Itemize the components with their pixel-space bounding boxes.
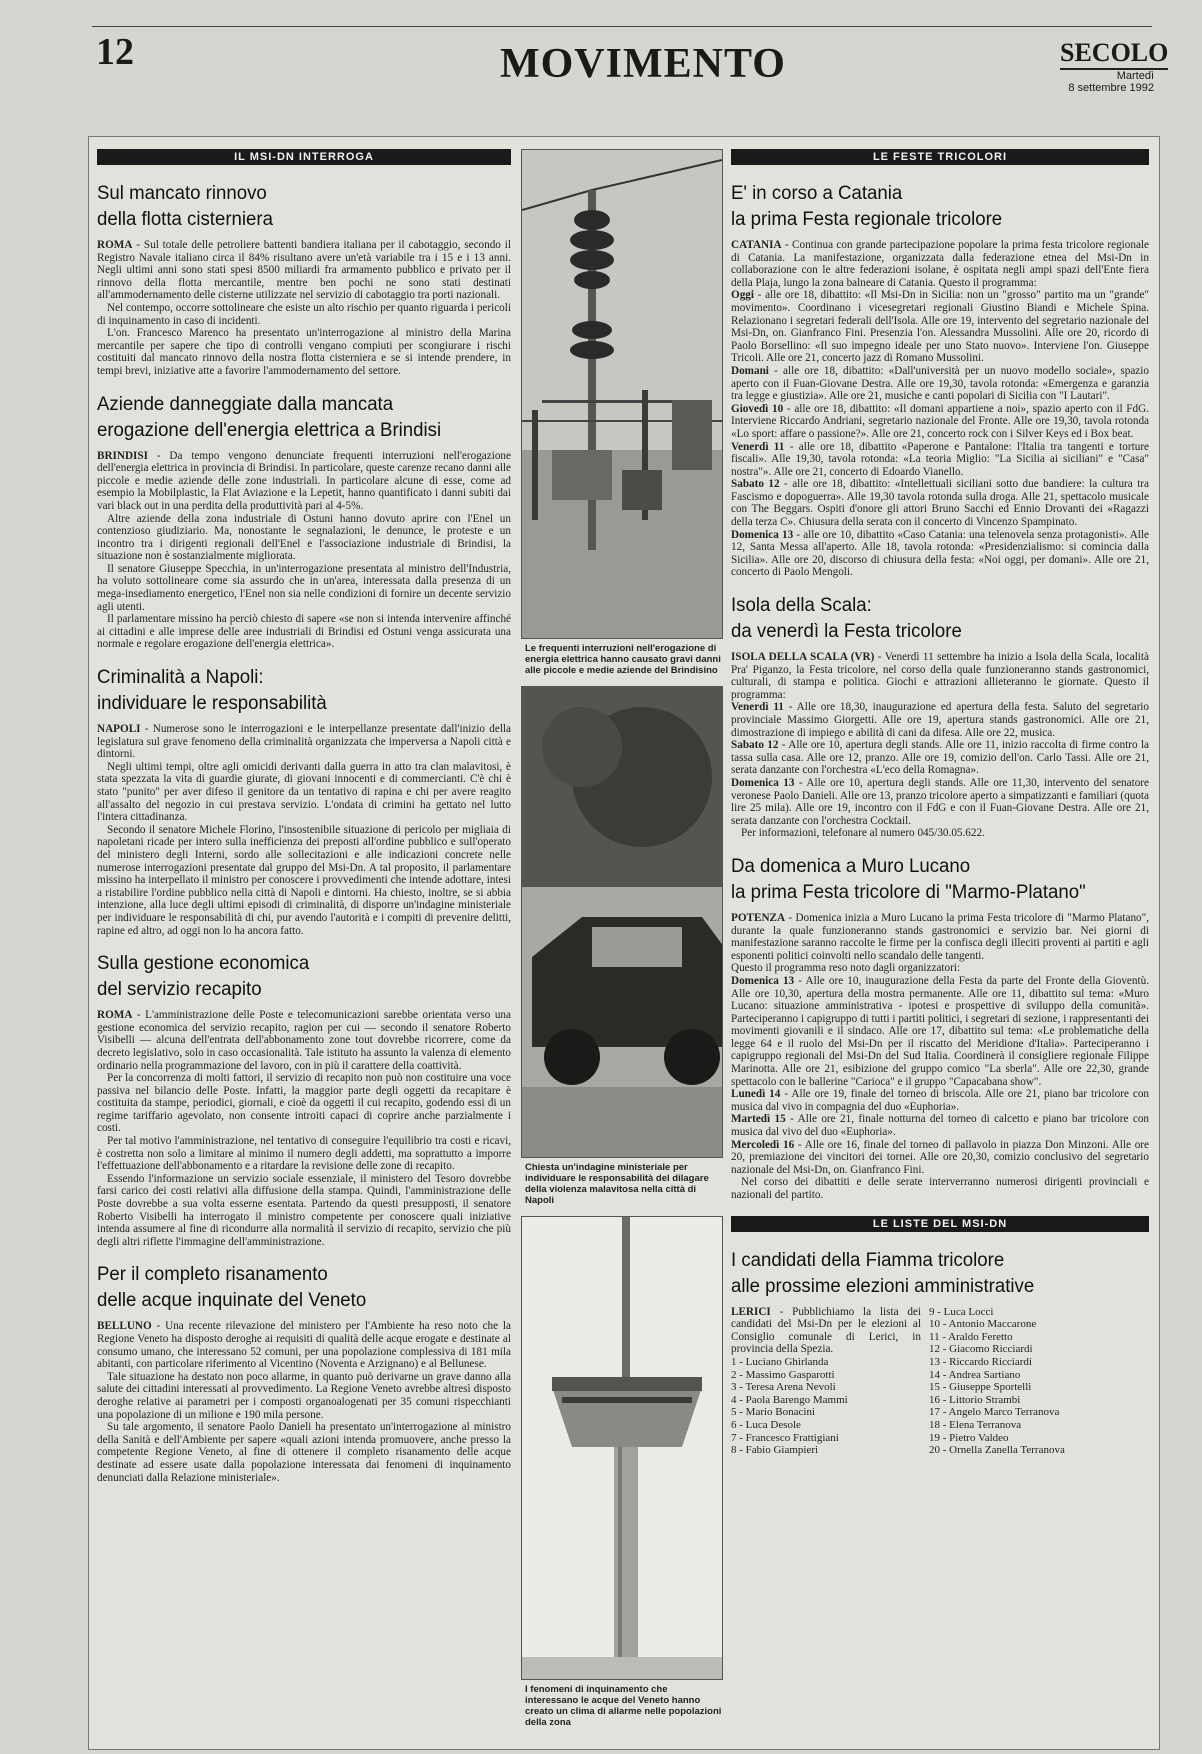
article-headline [731,181,1141,233]
article-headline [97,951,503,1003]
program-day: Domani - alle ore 18, dibattito: «Dall'università per un nuovo modello sociale», spazio aperto con il Fuan-Giovane Destra. Alle ore 19,30, tavola rotonda: «Emergenza e garanzia tra legge e giustizia». Alle ore 21, musiche e canti popolari di Sicilia con "I Lautari". [731,364,1149,403]
page-number: 12 [96,31,134,73]
program-day: Domenica 13 - Alle ore 10, apertura degli stands. Alle ore 11,30, intervento del senatore veronese Paolo Danieli. Alle ore 13, pranzo tricolore aperto a simpatizzanti e familiari (quota lire 25 mila). Alle ore 19, incontro con il FdG e con il Fuan-Giovane Destra. Alle ore 21, serata danzante con l'orchestra Cocktail. [731,776,1149,827]
photo-water-tower [521,1216,723,1680]
list-item: 11 - Araldo Feretto [929,1330,1013,1343]
masthead-day: Martedì [1116,70,1154,82]
program-day-text: Alle ore 10, apertura degli stands. Alle ore 11, inizio raccolta di firme contro la tassa sulla casa. Alle ore 12, pranzo. Alle ore 19, comizio dell'on. Carlo Tassi. Alle ore 21, serata danzante con l'orchestra «L'eco della Romagna». [731,739,1150,777]
paragraph: Su tale argomento, il senatore Paolo Danieli ha presentato un'interrogazione al ministro della Sanità e dell'Ambiente per sapere «quali azioni intenda promuovere, anche presso la competente Regione Veneto, al fine di ottenere il completo risanamento delle acque destinate ad essere usate dalla popolazione interessata dai fenomeni di inquinamento denunciati dalla Relazione ministeriale». [97,1421,511,1484]
list-item: 14 - Andrea Sartiano [929,1368,1021,1381]
list-item: 7 - Francesco Frattigiani [731,1431,839,1444]
program-day: Giovedì 10 - alle ore 18, dibattito: «Il domani appartiene a noi», spazio aperto con il FdG. Interviene Riccardo Andriani, segretario nazionale del Fronte. Alle ore 19,30, tavola rotonda «Lo sport: affare o passione?». Alle ore 21, concerto rock con i Silver Keys ed i Box beat. [731,402,1149,440]
kicker-feste-tricolori: LE FESTE TRICOLORI [731,149,1149,165]
photo-caption-brindisi: Le frequenti interruzioni nell'erogazione di energia elettrica hanno causato gravi danni alle piccole e medie aziende del Brindisino [525,643,721,676]
program-day-text: Alle ore 10, inaugurazione della Festa da parte del Fronte della Gioventù. Alle ore 10,30, apertura della mostra permanente. Alle ore 11, dibattito sul tema: «Muro Lucano: situazione amministrativa - ipotesi e prospettive di sviluppo della comunità». Parteciperanno i capigruppo di tutti i partiti politici, i segretari di sezione, i rappresentanti dei movimenti giovanili e il sindaco. Alle ore 17, dibattito sul tema: «Le problematiche della legge 64 e il ruolo del Msi-Dn per il riscatto del Meridione d'Italia». Parteciperanno i capigruppo regionali del Msi-Dn del Sud Italia. Coordinerà il consigliere regionale Filippe Marinotta. Alle ore 21, esibizione del gruppo comico "La sberla". Alle ore 22,30, grande spettacolo con le ballerine "Carioca" e il gruppo "Capacabana show". [731,974,1149,1088]
program-day-label: Lunedì 14 [731,1088,781,1101]
candidate-list [731,1306,1149,1457]
paragraph: Il parlamentare missino ha perciò chiesto di sapere «se non si intenda intervenire affinché ai cittadini e alle imprese delle aree industriali di Brindisi ed Ostuni venga assicurata una normale e regolare erogazione dell'energia elettrica». [97,613,511,651]
water-tower-image [522,1217,723,1679]
article-headline [731,593,1141,645]
article-napoli [97,665,511,937]
list-item: 12 - Giacomo Ricciardi [929,1343,1033,1356]
paragraph: Continua con grande partecipazione popolare la prima festa tricolore regionale di Catania. La manifestazione, organizzata dalla federazione etnea del Msi-Dn in collaborazione con le altre federazioni isolane, è ospitata negli ampi spazi dell'Ente fiera della Plaja, lungo la zona balneare di Catania. Questo il programma: [731,239,1149,289]
program-day: Domenica 13 - alle ore 10, dibattito «Caso Catania: una telenovela senza protagonisti». Alle 12, Santa Messa all'aperto. Alle 18, tavola rotonda: «Presidenzialismo: si comincia dalla Sicilia». Alle ore 20, discorso di chiusura della festa: «Noi oggi, per domani». Alle ore 21, concerto di Paolo Mengoli. [731,528,1149,579]
program-day: Lunedì 14 - Alle ore 19, finale del torneo di briscola. Alle ore 21, piano bar tricolore con musica dal vivo in compagnia del duo «Euphoria». [731,1088,1150,1113]
headline-line-2: la prima Festa tricolore di "Marmo-Platano" [731,881,1086,903]
article-headline [731,1248,1141,1300]
article-headline [731,854,1141,906]
program-day-text: alle ore 18, dibattito: «Il Msi-Dn in Sicilia: non un "grosso" partito ma un "grande" movimento». Coordinano i vicesegretari regionali Giustino Biandi e Michele Spina. Relazionano i segretari federali dell'Isola. Alle ore 19, intervento del segretario nazionale del Msi-Dn, on. Gianfranco Fini. Presenzia l'on. Alessandra Mussolini. Alle ore 20, ricordo di Paolo Borsellino: «Il suo impegno ideale per uno Stato nuovo». Interviene l'on. Giuseppe Tricoli. Alle ore 21, concerto jazz di Romano Mussolini. [731,289,1149,365]
photo-power-pylon [521,149,723,639]
list-item: 6 - Luca Desole [731,1418,801,1431]
dateline: CATANIA [731,239,782,251]
headline-line-1: I candidati della Fiamma tricolore [731,1249,1005,1271]
headline-line-2: alle prossime elezioni amministrative [731,1275,1035,1297]
headline-line-1: Per il completo risanamento [97,1264,328,1286]
header-rule [92,26,1152,27]
paragraph: Numerose sono le interrogazioni e le interpellanze presentate dall'inizio della legislatura sul grave fenomeno della criminalità organizzata che imperversa a Napoli città e dintorni. [97,723,511,761]
article-body: BRINDISI - Da tempo vengono denunciate frequenti interruzioni nell'erogazione dell'energia elettrica in provincia di Brindisi. In particolare, queste carenze recano danni alle piccole e medie aziende delle zone industriali. In particolare alcune di esse, come ad esempio la Mobilplastic, la Flat Aviazione e la Lepetit, hanno quantificato i danni subiti dai vari black out in una perdita della produttività pari al 4-5%. Altre aziende della zona industriale di Ostuni hanno dovuto aprire con l'Enel un contenzioso giudiziario. Ma, nonostante le segnalazioni, le denunce, le proteste e un incontro tra i dirigenti regionali dell'Enel e l'associazione industriale di Brindisi, la situazione non è sostanzialmente migliorata. Il senatore Giuseppe Specchia, in un'interrogazione presentata al ministro dell'Industria, ha voluto sottolineare come sia assurdo che in un'area, interessata dalla presenza di un mega-insediamento energetico, l'Enel non sia nelle condizioni di fornire un decente servizio agli utenti. Il parlamentare missino ha perciò chiesto di sapere «se non si intenda intervenire affinché ai cittadini e alle imprese delle aree industriali di Brindisi ed Ostuni venga assicurata una normale e regolare erogazione dell'energia elettrica». [97,449,511,651]
kicker-liste-msi: LE LISTE DEL MSI-DN [731,1216,1149,1232]
article-isola-della-scala [731,593,1149,840]
program-day: Venerdì 11 - alle ore 18, dibattito «Paperone e Pantalone: l'Italia tra tangenti e torture fiscali». Alle 19,30, tavola rotonda: «La teoria Miglio: "La Sicilia ai siciliani" e "Casa" nostra"». Alle ore 21, concerto di Edoardo Vianello. [731,440,1150,478]
crime-scene-car-image [522,687,723,1157]
article-liste [731,1216,1149,1457]
masthead-logo: SECOLO [1060,38,1168,70]
program-day-label: Sabato 12 [731,478,780,491]
headline-line-1: E' in corso a Catania [731,183,903,204]
article-body: ROMA - L'amministrazione delle Poste e telecomunicazioni sarebbe orientata verso una gestione economica del servizio recapito, ragion per cui — secondo il senatore Roberto Visibelli — alcuna dell'entrata dell'abbonamento zone tout dovrebbe ricorrere, come da decreto legislativo, solo in caso occasionalità. Tale istituto ha assunto la valenza di elemento ordinario nella programmazione del lavoro, con in più il carattere della coattività. Per la concorrenza di molti fattori, il servizio di recapito non può non costituire una voce passiva nel bilancio delle Poste. Infatti, la maggior parte degli oggetti da recapitare è costituita da stampe, periodici, giornali, e cioè da oggetti il cui recapito, godendo essi di un regime tariffario agevolato, non consente introiti capaci di coprire anche parzialmente i costi. Per tal motivo l'amministrazione, nel tentativo di conseguire l'equilibrio tra costi e ricavi, è costretta non solo a limitare al minimo il numero degli addetti, ma soprattutto a imporre l'effettuazione dell'abbonamento e a ritardare la revisione delle zone di recapito. Essendo l'informazione un servizio sociale essenziale, il ministero del Tesoro dovrebbe farsi carico dei costi relativi alla diffusione della stampa. Quindi, l'amministrazione delle Poste dovrebbe a sua volta esserne esentata. Partendo da questi presupposti, il senatore Roberto Visibelli ha interrogato il ministro competente per conoscere quali iniziative intenda assumere al fine di ricondurre alla normalità il servizio di recapito, servizio che più degli altri riflette l'immagine dell'amministrazione. [97,1009,511,1248]
paragraph: Venerdì 11 settembre ha inizio a Isola della Scala, località Pra' Piganzo, la Festa tricolore, nel corso della quale funzioneranno stands gastronomici, culturali, di stampa e politica. Giochi e attrazioni allieteranno le giornate. Questo il programma: [731,651,1149,701]
dateline: BELLUNO [97,1320,152,1333]
article-recapito [97,951,511,1248]
program-day-label: Sabato 12 [731,739,779,752]
program-day-label: Domani [731,364,769,377]
headline-line-2: individuare le responsabilità [97,693,327,715]
paragraph: Una recente rilevazione del ministero per l'Ambiente ha reso noto che la Regione Veneto ha disposto deroghe ai requisiti di qualità delle acque erogate e destinate al consumo umano, che interessano 52 comuni, per una popolazione complessiva di 181 mila abitanti, con particolare riferimento al Vicentino (Noventa e Arzignano) e al Bellunese. [97,1320,511,1371]
paragraph: Per tal motivo l'amministrazione, nel tentativo di conseguire l'equilibrio tra costi e ricavi, è costretta non solo a limitare al minimo il numero degli addetti, ma soprattutto a imporre l'effettuazione dell'abbonamento e a ritardare la revisione delle zone di recapito. [97,1135,511,1173]
article-headline [97,392,503,444]
list-item: 19 - Pietro Valdeo [929,1431,1009,1444]
article-flotta [97,181,511,378]
program-day: Oggi - alle ore 18, dibattito: «Il Msi-Dn in Sicilia: non un "grosso" partito ma un "grande" movimento». Coordinano i vicesegretari regionali Giustino Biandi e Michele Spina. Relazionano i segretari federali dell'Isola. Alle ore 19, intervento del segretario nazionale del Msi-Dn, on. Gianfranco Fini. Presenzia l'on. Alessandra Mussolini. Alle ore 20, ricordo di Paolo Borsellino: «Il suo impegno ideale per uno Stato nuovo». Interviene l'on. Giuseppe Tricoli. Alle ore 21, concerto jazz di Romano Mussolini. [731,289,1149,365]
paragraph: Altre aziende della zona industriale di Ostuni hanno dovuto aprire con l'Enel un contenzioso giudiziario. Ma, nonostante le segnalazioni, le denunce, le proteste e un incontro tra i dirigenti regionali dell'Enel e l'associazione industriale di Brindisi, la situazione non è sostanzialmente migliorata. [97,512,511,563]
headline-line-2: da venerdì la Festa tricolore [731,621,962,643]
program-day: Venerdì 11 - Alle ore 18,30, inaugurazione ed apertura della festa. Saluto del segretario provinciale Massimo Giorgetti. Alle ore 19, apertura stands gastronomici. Alle ore 21, dimostrazione di impiego e abilità di cani da difesa. Alle ore 22, musica. [731,701,1150,739]
paragraph: Negli ultimi tempi, oltre agli omicidi derivanti dalla guerra in atto tra clan malavitosi, è stata spezzata la vita di guardie giurate, di giovani innocenti e di commercianti. C'è chi è stato "punito" per aver difeso il genitore da un tentativo di rapina e chi per avere reagito all'assalto del negozio in cui prestava servizio. L'ondata di crimini ha gettato nel lutto l'intera cittadinanza. [97,760,511,824]
article-headline [97,1262,503,1314]
program-day-label: Mercoledì 16 [731,1138,795,1151]
program-day-text: Alle ore 10, apertura degli stands. Alle ore 11,30, intervento del senatore veronese Paolo Danieli. Alle ore 13, pranzo tricolore aperto a simpatizzanti e familiari (quota lire 25 mila). Alle ore 19, incontro con il FdG e con il Fuan-Giovane Destra. Alle ore 21, serata danzante con l'orchestra Cocktail. [731,776,1149,827]
article-body: BELLUNO - Una recente rilevazione del ministero per l'Ambiente ha reso noto che la Regione Veneto ha disposto deroghe ai requisiti di qualità delle acque erogate e destinate al consumo umano, che interessano 52 comuni, per una popolazione complessiva di 181 mila abitanti, con particolare riferimento al Vicentino (Noventa e Arzignano) e al Bellunese. Tale situazione ha destato non poco allarme, in quanto può derivarne un grave danno alla salute dei cittadini interessati al provvedimento. La Regione Veneto avrebbe altresì disposto deroghe relative ai parametri per i composti organoalogenati per 35 comuni rispecchianti una popolazione di un milione e 190 mila persone. Su tale argomento, il senatore Paolo Danieli ha presentato un'interrogazione al ministro della Sanità e dell'Ambiente per sapere «quali azioni intenda promuovere, anche presso la competente Regione Veneto, al fine di ottenere il completo risanamento delle acque destinate ad essere usate dalla popolazione interessata dai fenomeni di inquinamento denunciati dalla Relazione ministeriale». [97,1320,511,1484]
program-day-label: Martedì 15 [731,1113,786,1126]
program-day-label: Domenica 13 [731,528,794,541]
dateline: BRINDISI [97,449,148,462]
program-day-text: Alle ore 16, finale del torneo di pallavolo in piazza Don Minzoni. Alle ore 20, premiazione dei vincitori dei tornei. Alle ore 20,30, comizio conclusivo del segretario nazionale del Msi-Dn, on. Gianfranco Fini. [731,1138,1149,1176]
program-day: Mercoledì 16 - Alle ore 16, finale del torneo di pallavolo in piazza Don Minzoni. Alle ore 20, premiazione dei vincitori dei tornei. Alle ore 20,30, comizio conclusivo del segretario nazionale del Msi-Dn, on. Gianfranco Fini. [731,1138,1149,1176]
article-body: ROMA - Sul totale delle petroliere battenti bandiera italiana per il cabotaggio, secondo il Registro Navale italiano circa il 84% risultano avere un'età variabile tra i 15 e i 13 anni. Negli ultimi anni sono stati spesi 8500 miliardi fra armamento pubblico e privato per il rinnovo della flotta mercantile, mentre ben pochi ne sono stati destinati all'ammodernamento delle cisterne utilizzate nel servizio di cabotaggio tra porti nazionali. Nel contempo, occorre sottolineare che esiste un alto rischio per quanto riguarda i pericoli di inquinamento in caso di incidenti. L'on. Francesco Marenco ha presentato un'interrogazione al ministro della Marina mercantile per sapere che tipo di controlli vengano compiuti per scongiurare i rischi costituiti dal mancato rinnovo della nostra flotta cisterniera e se si intende prendere, in tempi brevi, iniziative atte a favorire l'ammodernamento del settore. [97,239,511,377]
candidate-list-left: LERICI - Pubblichiamo la lista dei candidati del Msi-Dn per le elezioni al Consiglio comunale di Lerici, in provincia della Spezia. 1 - Luciano Ghirlanda 2 - Massimo Gasparotti 3 - Teresa Arena Nevoli 4 - Paola Barengo Mammi 5 - Mario Bonacini 6 - Luca Desole 7 - Francesco Frattigiani 8 - Fabio Giampieri [731,1305,921,1457]
dateline: NAPOLI [97,723,141,736]
article-veneto [97,1262,511,1484]
page-frame [88,136,1160,1750]
paragraph: Pubblichiamo la lista dei candidati del Msi-Dn per le elezioni al Consiglio comunale di Lerici, in provincia della Spezia. [731,1305,921,1356]
list-item: 4 - Paola Barengo Mammi [731,1393,848,1406]
list-item: 13 - Riccardo Ricciardi [929,1355,1032,1368]
headline-line-1: Aziende danneggiate dalla mancata [97,393,394,415]
headline-line-1: Isola della Scala: [731,595,872,617]
program-day-text: alle ore 10, dibattito «Caso Catania: una telenovela senza protagonisti». Alle 12, Santa Messa all'aperto. Alle 18, tavola rotonda: «Presidenzialismo: si comincia dalla Sicilia». Alle ore 20, discorso di chiusura della festa: «Noi oggi, per domani». Alle ore 21, concerto di Paolo Mengoli. [731,528,1149,579]
list-item: 2 - Massimo Gasparotti [731,1368,835,1381]
photo-caption-napoli: Chiesta un'indagine ministeriale per individuare le responsabilità del dilagare della violenza malavitosa nella città di Napoli [525,1162,709,1206]
left-column [97,149,511,1498]
paragraph: Da tempo vengono denunciate frequenti interruzioni nell'erogazione dell'energia elettrica in provincia di Brindisi. In particolare, queste carenze recano danni alle piccole e medie aziende delle zone industriali. In particolare alcune di esse, come ad esempio la Mobilplastic, la Flat Aviazione e la Lepetit, hanno quantificato i danni subiti dai vari black out in una perdita della produttività pari al 4-5%. [97,449,511,512]
section-title: MOVIMENTO [500,41,786,87]
dateline: POTENZA [731,911,786,924]
article-body: POTENZA - Domenica inizia a Muro Lucano la prima Festa tricolore di "Marmo Platano", durante la quale funzioneranno stands gastronomici e servizio bar. Nei giorni di manifestazione saranno raccolte le firme per la confisca degli illeciti proventi ai partiti e agli esponenti politici coinvolti nello scandalo delle tangenti. Questo il programma reso noto dagli organizzatori: Domenica 13 - Alle ore 10, inaugurazione della Festa da parte del Fronte della Gioventù. Alle ore 10,30, apertura della mostra permanente. Alle ore 11, dibattito sul tema: «Muro Lucano: situazione amministrativa - ipotesi e prospettive di sviluppo della comunità». Parteciperanno i capigruppo di tutti i partiti politici, i segretari di sezione, i rappresentanti dei movimenti giovanili e il sindaco. Alle ore 17, dibattito sul tema: «Le problematiche della legge 64 e il ruolo del Msi-Dn per il riscatto del Meridione d'Italia». Parteciperanno i capigruppo regionali del Msi-Dn del Sud Italia. Coordinerà il consigliere regionale Filippe Marinotta. Alle ore 21, esibizione del gruppo comico "La sberla". Alle ore 22,30, grande spettacolo con le ballerine "Carioca" e il gruppo "Capacabana show". Lunedì 14 - Alle ore 19, finale del torneo di briscola. Alle ore 21, piano bar tricolore con musica dal vivo in compagnia del duo «Euphoria». Martedì 15 - Alle ore 21, finale notturna del torneo di calcetto e piano bar tricolore con musica dal vivo del duo «Euphoria». Mercoledì 16 - Alle ore 16, finale del torneo di pallavolo in piazza Don Minzoni. Alle ore 20, premiazione dei vincitori dei tornei. Alle ore 20,30, comizio conclusivo del segretario nazionale del Msi-Dn, on. Gianfranco Fini. Nel corso dei dibattiti e delle serate interverranno numerosi dirigenti provinciali e nazionali del partito. [731,911,1150,1201]
headline-line-2: erogazione dell'energia elettrica a Brindisi [97,419,442,441]
headline-line-1: Sul mancato rinnovo [97,183,267,204]
program-day: Domenica 13 - Alle ore 10, inaugurazione della Festa da parte del Fronte della Gioventù. Alle ore 10,30, apertura della mostra permanente. Alle ore 11, dibattito sul tema: «Muro Lucano: situazione amministrativa - ipotesi e prospettive di sviluppo della comunità». Parteciperanno i capigruppo di tutti i partiti politici, i segretari di sezione, i rappresentanti dei movimenti giovanili e il sindaco. Alle ore 17, dibattito sul tema: «Le problematiche della legge 64 e il ruolo del Msi-Dn per il riscatto del Meridione d'Italia». Parteciperanno i capigruppo regionali del Msi-Dn del Sud Italia. Coordinerà il consigliere regionale Filippe Marinotta. Alle ore 21, esibizione del gruppo comico "La sberla". Alle ore 22,30, grande spettacolo con le ballerine "Carioca" e il gruppo "Capacabana show". [731,974,1149,1088]
program-day-label: Venerdì 11 [731,701,784,714]
paragraph: Il senatore Giuseppe Specchia, in un'interrogazione presentata al ministro dell'Industria, ha voluto sottolineare come sia assurdo che in un'area, interessata dalla presenza di un mega-insediamento energetico, l'Enel non sia nelle condizioni di fornire un decente servizio agli utenti. [97,562,511,613]
paragraph: Domenica inizia a Muro Lucano la prima Festa tricolore di "Marmo Platano", durante la quale funzioneranno stands gastronomici e servizio bar. Nei giorni di manifestazione saranno raccolte le firme per la confisca degli illeciti proventi ai partiti e agli esponenti politici coinvolti nello scandalo delle tangenti. [731,911,1149,962]
program-day-text: Alle ore 19, finale del torneo di briscola. Alle ore 21, piano bar tricolore con musica dal vivo in compagnia del duo «Euphoria». [731,1088,1150,1113]
article-catania [731,181,1149,579]
paragraph: Sul totale delle petroliere battenti bandiera italiana per il cabotaggio, secondo il Registro Navale italiano circa il 84% risultano avere un'età variabile tra i 15 e i 13 anni. Negli ultimi anni sono stati spesi 8500 miliardi fra armamento pubblico e privato per il rinnovo della flotta mercantile, mentre ben pochi ne sono stati destinati all'ammodernamento delle cisterne utilizzate nel servizio di cabotaggio tra porti nazionali. [97,239,511,302]
photo-napoli-car [521,686,723,1158]
dateline: ISOLA DELLA SCALA (VR) [731,651,875,664]
list-item: 18 - Elena Terranova [929,1418,1022,1431]
info-line: Per informazioni, telefonare al numero 045/30.05.622. [741,827,985,840]
article-muro-lucano [731,854,1149,1202]
list-item: 15 - Giuseppe Sportelli [929,1381,1032,1394]
program-day-text: alle ore 18, dibattito: «Il domani appartiene a noi», spazio aperto con il FdG. Interviene Riccardo Andriani, segretario nazionale del Fronte. Alle ore 19,30, tavola rotonda «Lo sport: affare o passione?». Alle ore 21, concerto rock con i Silver Keys ed i Box beat. [731,402,1149,440]
list-item: 3 - Teresa Arena Nevoli [731,1381,836,1394]
list-item: 17 - Angelo Marco Terranova [929,1406,1060,1419]
program-day-text: Alle ore 18,30, inaugurazione ed apertura della festa. Saluto del segretario provinciale Massimo Giorgetti. Alle ore 19, apertura stands gastronomici. Alle ore 21, dimostrazione di impiego e abilità di cani da difesa. Alle ore 22, musica. [731,701,1150,739]
program-day-text: Alle ore 21, finale notturna del torneo di calcetto e piano bar tricolore con musica dal vivo del duo «Euphoria». [731,1113,1150,1139]
article-body: NAPOLI - Numerose sono le interrogazioni e le interpellanze presentate dall'inizio della legislatura sul grave fenomeno della criminalità organizzata che imperversa a Napoli città e dintorni. Negli ultimi tempi, oltre agli omicidi derivanti dalla guerra in atto tra clan malavitosi, è stata spezzata la vita di guardie giurate, di giovani innocenti e di commercianti. C'è chi è stato "punito" per aver difeso il genitore da un tentativo di rapina e chi per avere reagito all'assalto del negozio in cui prestava servizio. L'ondata di crimini ha gettato nel lutto l'intera cittadinanza. Secondo il senatore Michele Florino, l'insostenibile situazione di pericolo per migliaia di napoletani ricade per intero sulla inefficienza dei preposti all'ordine pubblico e sull'operato del ministero degli Interni, sordo alle sollecitazioni e alle indicazioni concrete nelle numerose interrogazioni presentate dal gruppo del Msi-Dn. A tal proposito, il parlamentare missino ha interpellato il ministro per conoscere i provvedimenti che intende adottare, intesi a ristabilire l'ordine pubblico nella città di Napoli e dintorni. Ha chiesto, inoltre, se si abbia intenzione, alla luce degli ultimi episodi di criminalità, di disporre un'indagine ministeriale per individuare le responsabilità di chi, pur avendo l'autorità e i compiti di prevenire delitti, rapine ed altro, ad oggi non lo ha ancora fatto. [97,723,511,937]
dateline: LERICI [731,1305,771,1318]
list-item: 1 - Luciano Ghirlanda [731,1355,829,1368]
program-day-text: alle ore 18, dibattito: «Dall'università per un nuovo modello sociale», spazio aperto con il Fuan-Giovane Destra. Alle ore 19,30, tavola rotonda: «Emergenza e garanzia tra legge e giustizia». Alle ore 21, musiche e canti popolari di Sicilia con "I Lautari". [731,364,1149,403]
article-headline [97,665,503,717]
masthead [1060,38,1169,94]
right-column [731,149,1149,1471]
article-brindisi [97,392,511,652]
list-item: 16 - Littorio Strambi [929,1393,1021,1406]
photo-caption-veneto: I fenomeni di inquinamento che interessano le acque del Veneto hanno creato un clima di allarme nelle popolazioni della zona [525,1684,722,1728]
paragraph: Nel contempo, occorre sottolineare che esiste un alto rischio per quanto riguarda i pericoli di inquinamento in caso di incidenti. [97,301,511,327]
kicker-msi-interroga: IL MSI-DN INTERROGA [97,149,511,165]
headline-line-1: Sulla gestione economica [97,953,310,975]
program-day-text: alle ore 18, dibattito «Paperone e Pantalone: l'Italia tra tangenti e torture fiscali». Alle 19,30, tavola rotonda: «La teoria Miglio: "La Sicilia ai siciliani" e "Casa" nostra"». Alle ore 21, concerto di Edoardo Vianello. [731,440,1150,478]
paragraph: Per la concorrenza di molti fattori, il servizio di recapito non può non costituire una voce passiva nel bilancio delle Poste. Infatti, la maggior parte degli oggetti da recapitare è costituita da stampe, periodici, giornali, e cioè da oggetti il cui recapito, godendo essi di un regime tariffario agevolato, non consente introiti capaci di coprire anche parzialmente i costi. [97,1072,511,1135]
program-day: Sabato 12 - Alle ore 10, apertura degli stands. Alle ore 11, inizio raccolta di firme contro la tassa sulla casa. Alle ore 12, pranzo. Alle ore 19, comizio dell'on. Carlo Tassi. Alle ore 21, serata danzante con l'orchestra «L'eco della Romagna». [731,739,1150,777]
dateline: ROMA [97,239,133,251]
list-item: 9 - Luca Locci [929,1305,994,1318]
list-item: 8 - Fabio Giampieri [731,1444,819,1457]
candidate-names-right [929,1306,1139,1457]
paragraph: L'on. Francesco Marenco ha presentato un'interrogazione al ministro della Marina mercantile per sapere che tipo di controlli vengano compiuti per scongiurare i rischi costituiti dal mancato rinnovo della nostra flotta cisterniera e se si intende prendere, in tempi brevi, iniziative atte a favorire l'ammodernamento del settore. [97,327,511,377]
photo-column [521,149,723,1738]
headline-line-2: la prima Festa regionale tricolore [731,209,1003,230]
article-headline [97,181,503,233]
program-day: Sabato 12 - alle ore 18, dibattito: «Intellettuali siciliani sotto due bandiere: la cultura tra Fascismo e dopoguerra». Alle 19,30 tavola rotonda sulla droga. Alle 21, spettacolo musicale con The Beggars. Ospiti d'onore gli attori Bruno Sacchi ed Ennio Drovanti dei «Ragazzi della terza C». Chiusura della serata con il concerto di Vincenzo Spampinato. [731,478,1150,529]
candidate-list-right [929,1306,1139,1457]
program-day-label: Domenica 13 [731,974,795,987]
program-day: Martedì 15 - Alle ore 21, finale notturna del torneo di calcetto e piano bar tricolore con musica dal vivo del duo «Euphoria». [731,1113,1150,1139]
paragraph: L'amministrazione delle Poste e telecomunicazioni sarebbe orientata verso una gestione economica del servizio recapito, ragion per cui — secondo il senatore Roberto Visibelli — alcuna dell'entrata dell'abbonamento zone tout dovrebbe ricorrere, come da decreto legislativo, solo in caso occasionalità. Tale istituto ha assunto la valenza di elemento ordinario nella programmazione del lavoro, con in più il carattere della coattività. [97,1009,511,1072]
masthead-date: 8 settembre 1992 [1068,82,1154,94]
headline-line-2: delle acque inquinate del Veneto [97,1290,367,1312]
paragraph: Essendo l'informazione un servizio sociale essenziale, il ministero del Tesoro dovrebbe farsi carico dei costi relativi alla diffusione della stampa. Quindi, l'amministrazione delle Poste dovrebbe a sua volta esserne esentata. Partendo da questi presupposti, il senatore Roberto Visibelli ha interrogato il ministro competente per conoscere quali iniziative intenda assumere al fine di ricondurre alla normalità il servizio di recapito, servizio che più degli altri riflette l'immagine dell'amministrazione. [97,1172,511,1248]
paragraph: Tale situazione ha destato non poco allarme, in quanto può derivarne un grave danno alla salute dei cittadini interessati al provvedimento. La Regione Veneto avrebbe altresì disposto deroghe relative ai parametri per i composti organoalogenati per 35 comuni rispecchianti una popolazione di un milione e 190 mila persone. [97,1370,511,1421]
paragraph: Nel corso dei dibattiti e delle serate interverranno numerosi dirigenti provinciali e nazionali del partito. [731,1176,1149,1201]
list-item: 5 - Mario Bonacini [731,1406,816,1419]
list-item: 10 - Antonio Maccarone [929,1318,1037,1331]
program-day-label: Venerdì 11 [731,440,785,453]
headline-line-1: Da domenica a Muro Lucano [731,855,971,877]
program-day-label: Domenica 13 [731,776,795,789]
candidate-names-left [731,1356,921,1457]
headline-line-1: Criminalità a Napoli: [97,667,264,689]
program-day-label: Oggi [731,289,754,302]
headline-line-2: del servizio recapito [97,979,262,1001]
paragraph: Secondo il senatore Michele Florino, l'insostenibile situazione di pericolo per migliaia di napoletani ricade per intero sulla inefficienza dei preposti all'ordine pubblico e sull'operato del ministero degli Interni, sordo alle sollecitazioni e alle indicazioni concrete nelle numerose interrogazioni presentate dal gruppo del Msi-Dn. A tal proposito, il parlamentare missino ha interpellato il ministro per conoscere i provvedimenti che intende adottare, intesi a ristabilire l'ordine pubblico nella città di Napoli e dintorni. Ha chiesto, inoltre, se si abbia intenzione, alla luce degli ultimi episodi di criminalità, di disporre un'indagine ministeriale per individuare le responsabilità di chi, pur avendo l'autorità e i compiti di prevenire delitti, rapine ed altro, ad oggi non lo ha ancora fatto. [97,823,511,937]
article-body: ISOLA DELLA SCALA (VR) - Venerdì 11 settembre ha inizio a Isola della Scala, località Pra' Piganzo, la Festa tricolore, nel corso della quale funzioneranno stands gastronomici, culturali, di stampa e politica. Giochi e attrazioni allieteranno le giornate. Questo il programma: Venerdì 11 - Alle ore 18,30, inaugurazione ed apertura della festa. Saluto del segretario provinciale Massimo Giorgetti. Alle ore 19, apertura stands gastronomici. Alle ore 21, dimostrazione di impiego e abilità di cani da difesa. Alle ore 22, musica. Sabato 12 - Alle ore 10, apertura degli stands. Alle ore 11, inizio raccolta di firme contro la tassa sulla casa. Alle ore 12, pranzo. Alle ore 19, comizio dell'on. Carlo Tassi. Alle ore 21, serata danzante con l'orchestra «L'eco della Romagna». Domenica 13 - Alle ore 10, apertura degli stands. Alle ore 11,30, intervento del senatore veronese Paolo Danieli. Alle ore 13, pranzo tricolore aperto a simpatizzanti e familiari (quota lire 25 mila). Alle ore 19, incontro con il FdG e con il Fuan-Giovane Destra. Alle ore 21, serata danzante con l'orchestra Cocktail. Per informazioni, telefonare al numero 045/30.05.622. [731,651,1150,840]
power-pylon-image [522,150,723,638]
article-body: CATANIA - Continua con grande partecipazione popolare la prima festa tricolore regionale di Catania. La manifestazione, organizzata dalla federazione etnea del Msi-Dn in collaborazione con le altre federazioni isolane, è ospitata negli ampi spazi dell'Ente fiera della Plaja, lungo la zona balneare di Catania. Questo il programma: Oggi - alle ore 18, dibattito: «Il Msi-Dn in Sicilia: non un "grosso" partito ma un "grande" movimento». Coordinano i vicesegretari regionali Giustino Biandi e Michele Spina. Relazionano i segretari federali dell'Isola. Alle ore 19, intervento del segretario nazionale del Msi-Dn, on. Gianfranco Fini. Presenzia l'on. Alessandra Mussolini. Alle ore 20, ricordo di Paolo Borsellino: «Il suo impegno ideale per uno Stato nuovo». Interviene l'on. Giuseppe Tricoli. Alle ore 21, concerto jazz di Romano Mussolini. Domani - alle ore 18, dibattito: «Dall'università per un nuovo modello sociale», spazio aperto con il Fuan-Giovane Destra. Alle ore 19,30, tavola rotonda: «Emergenza e garanzia tra legge e giustizia». Alle ore 21, musiche e canti popolari di Sicilia con "I Lautari". Giovedì 10 - alle ore 18, dibattito: «Il domani appartiene a noi», spazio aperto con il FdG. Interviene Riccardo Andriani, segretario nazionale del Fronte. Alle ore 19,30, tavola rotonda «Lo sport: affare o passione?». Alle ore 21, concerto rock con i Silver Keys ed i Box beat. Venerdì 11 - alle ore 18, dibattito «Paperone e Pantalone: l'Italia tra tangenti e torture fiscali». Alle 19,30, tavola rotonda: «La teoria Miglio: "La Sicilia ai siciliani" e "Casa" nostra"». Alle ore 21, concerto di Edoardo Vianello. Sabato 12 - alle ore 18, dibattito: «Intellettuali siciliani sotto due bandiere: la cultura tra Fascismo e dopoguerra». Alle 19,30 tavola rotonda sulla droga. Alle 21, spettacolo musicale con The Beggars. Ospiti d'onore gli attori Bruno Sacchi ed Ennio Drovanti dei «Ragazzi della terza C». Chiusura della serata con il concerto di Vincenzo Spampinato. Domenica 13 - alle ore 10, dibattito «Caso Catania: una telenovela senza protagonisti». Alle 12, Santa Messa all'aperto. Alle 18, tavola rotonda: «Presidenzialismo: si comincia dalla Sicilia». Alle ore 20, discorso di chiusura della festa: «Noi oggi, per domani». Alle ore 21, concerto di Paolo Mengoli. [731,239,1150,579]
program-day-label: Giovedì 10 [731,402,784,415]
headline-line-2: della flotta cisterniera [97,209,273,230]
list-item: 20 - Ornella Zanella Terranova [929,1444,1065,1457]
paragraph: Questo il programma reso noto dagli organizzatori: [731,962,961,975]
dateline: ROMA [97,1009,133,1022]
program-day-text: alle ore 18, dibattito: «Intellettuali siciliani sotto due bandiere: la cultura tra Fascismo e dopoguerra». Alle 19,30 tavola rotonda sulla droga. Alle 21, spettacolo musicale con The Beggars. Ospiti d'onore gli attori Bruno Sacchi ed Ennio Drovanti dei «Ragazzi della terza C». Chiusura della serata con il concerto di Vincenzo Spampinato. [731,478,1150,529]
